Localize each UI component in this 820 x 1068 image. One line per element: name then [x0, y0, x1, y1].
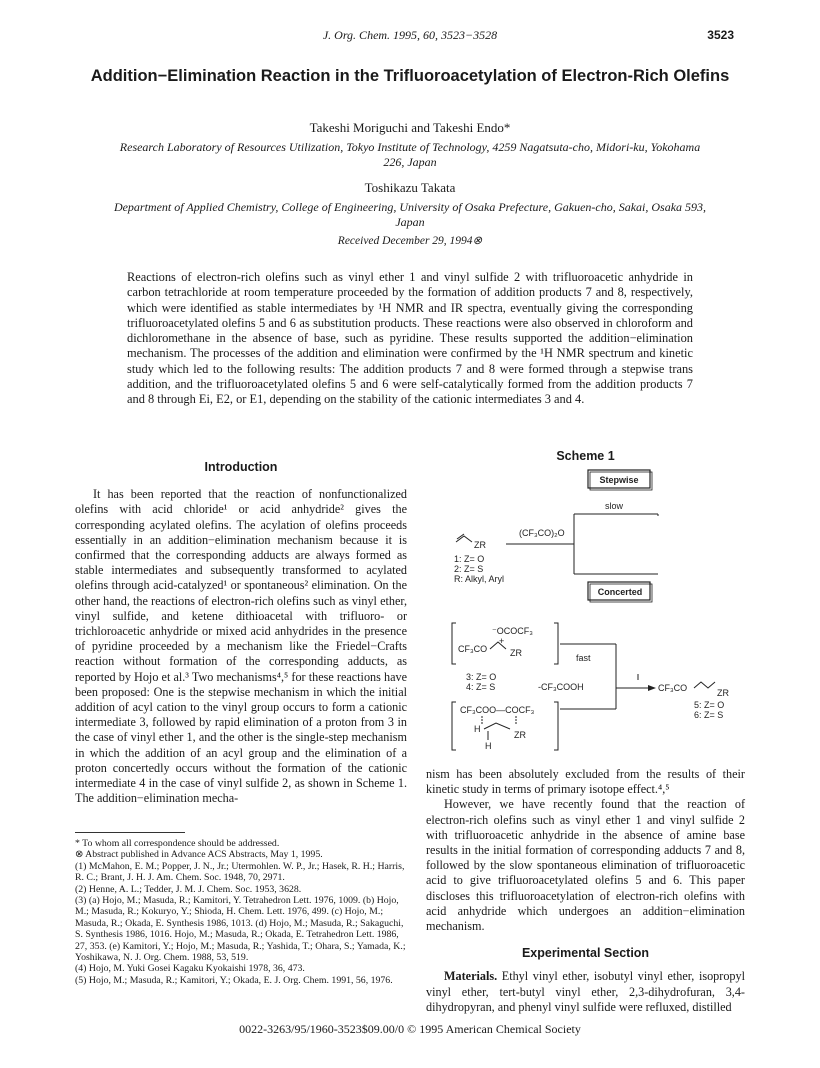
substrate-1: 1: Z= O [454, 554, 485, 564]
scheme-heading [426, 449, 745, 463]
scheme-1-diagram [426, 466, 745, 756]
authors-primary: Takeshi Moriguchi and Takeshi Endo* [309, 120, 511, 135]
product-cf3co: CF₃CO [658, 683, 688, 693]
introduction-paragraph: It has been reported that the reaction of nonfunctionalized olefins with acid chloride¹ or acid anhydride² gives the corresponding acylated olefins. The acylation of olefins proceeds essentially in an addition−elimination mechanism because it is confirmed that the corresponding adducts are always formed as stable intermediates and subsequently transformed to acylated olefins through acid-catalyzed¹ or spontaneous² elimination. On the other hand, the reactions of electron-rich olefins such as vinyl ether, vinyl sulfide, and ketene dithioacetal with trifluoro- or trichloroacetic anhydride or mixed acid anhydrides in the presence of pyridine proceeded by a mechanism like the Friedel−Crafts reaction without formation of the corresponding adducts, as reported by Hojo et al.³ Two mechanisms⁴,⁵ for these reactions have been proposed: One is the stepwise mechanism in which the initial addition of acyl cation to the vinyl group occurs to form a cationic intermediate 3, followed by rapid elimination of a proton from 3 in the case of vinyl ether 1, and the other is the single-step mechanism in which the addition of an acyl group and the elimination of a proton concertedly occurs without the formation of the cationic intermediate 4 in the case of vinyl sulfide 2, as shown in Scheme 1. The addition−elimination mecha- [75, 487, 407, 806]
stepwise-label: Stepwise [599, 475, 639, 485]
ts-h: H [474, 724, 481, 734]
intermediate-3: 3: Z= O [466, 672, 497, 682]
footnote-rule [75, 832, 185, 833]
elimination-label: -CF₃COOH [538, 682, 584, 692]
substrate-r: R: Alkyl, Aryl [454, 574, 505, 584]
page-footer: 0022-3263/95/1960-3523$09.00/0 © 1995 American Chemical Society [239, 1022, 581, 1036]
received-date: Received December 29, 1994⊗ [337, 235, 483, 247]
intermediate-ococf3: ⁻OCOCF₃ [492, 626, 533, 636]
product-6: 6: Z= S [694, 710, 724, 720]
footnote: (4) Hojo, M. Yuki Gosei Kagaku Kyokaishi 1978, 36, 473. [75, 963, 305, 975]
concerted-label: Concerted [597, 587, 643, 597]
ts-zr: ZR [514, 730, 526, 740]
intermediate-cf3co: CF₃CO [458, 644, 488, 654]
right-paragraph-2: However, we have recently found that the reaction of electron-rich olefins such as vinyl ether 1 and vinyl sulfide 2 with trifluoroacetic anhydride in the absence of amine base results in the initial formation of corresponding adducts 7 and 8, followed by the slow spontaneous elimination of trifluoroacetic acid to give trifluoroacetylated olefins 5 and 6. This paper discloses this trifluoroacetylation of electron-rich olefins with acid anhydride which undergoes an addition−elimination mechanism. [426, 797, 745, 934]
intermediate-4: 4: Z= S [466, 682, 496, 692]
product-5: 5: Z= O [694, 700, 725, 710]
scheme-title: Scheme 1 [556, 449, 615, 463]
footnote: (5) Hojo, M.; Masuda, R.; Kamitori, Y.; Okada, E. J. Org. Chem. 1991, 56, 1976. [75, 974, 393, 986]
ts-h-bottom: H [485, 741, 492, 751]
left-column [75, 460, 407, 806]
introduction-heading: Introduction [204, 460, 278, 474]
substrate-zr: ZR [474, 540, 486, 550]
authors-secondary: Toshikazu Takata [364, 180, 456, 195]
right-paragraph-1: nism has been absolutely excluded from the results of their kinetic study in terms of primary isotope effect.⁴,⁵ [426, 767, 745, 797]
page-number: 3523 [707, 28, 734, 42]
ts-top: CF₃COO—COCF₃ [460, 705, 535, 715]
running-head: J. Org. Chem. 1995, 60, 3523−3528 [322, 28, 498, 42]
substrate-2: 2: Z= S [454, 564, 484, 574]
right-column [426, 767, 745, 1015]
affiliation-secondary: Department of Applied Chemistry, College of Engineering, University of Osaka Prefecture, Gakuen-cho, Sakai, Osaka 593, Japan [113, 200, 707, 229]
svg-text:+: + [499, 636, 505, 646]
footnote: (3) (a) Hojo, M.; Masuda, R.; Kamitori, Y. Tetrahedron Lett. 1976, 1009. (b) Hojo, M.; Masuda, R.; Kokuryo, Y.; Shioda, H. Chem. Lett. 1976, 499. (c) Hojo, M.; Masuda, R.; Okada, E. Synthesis 1986, 1013. (d) Hojo, M.; Masuda, R.; Sakaguchi, S. Synthesis 1986, 1016. Hojo, M.; Masuda, R.; Okada, E. Tetrahedron Lett. 1986, 27, 353. (e) Kamitori, Y.; Hojo, M.; Masuda, R.; Yashida, T.; Ohara, S.; Yamada, K.; Yoshikawa, N. J. Org. Chem. 1988, 53, 519. [75, 895, 406, 964]
article-title: Addition−Elimination Reaction in the Trifluoroacetylation of Electron-Rich Olefins [90, 67, 730, 85]
footnote: * To whom all correspondence should be addressed. [75, 838, 280, 849]
product-zr: ZR [717, 688, 729, 698]
footnotes [75, 838, 407, 986]
footnote: (1) McMahon, E. M.; Popper, J. N., Jr.; Utermohlen. W. P., Jr.; Hasek, R. H.; Harris, R. C.; Brant, J. H. J. Am. Chem. Soc. 1948, 70, 2971. [75, 860, 405, 884]
fast-label: fast [576, 653, 591, 663]
materials-label: Materials. [444, 969, 498, 984]
slow-label: slow [604, 501, 624, 511]
reagent-label: (CF₃CO)₂O [519, 528, 565, 538]
footnote: (2) Henne, A. L.; Tedder, J. M. J. Chem. Soc. 1953, 3628. [75, 883, 302, 895]
affiliation-primary: Research Laboratory of Resources Utilization, Tokyo Institute of Technology, 4259 Nagatsuta-cho, Midori-ku, Yokohama 226, Japan [119, 140, 701, 169]
intermediate-zr: ZR [510, 648, 522, 658]
abstract: Reactions of electron-rich olefins such as vinyl ether 1 and vinyl sulfide 2 with trifluoroacetic anhydride in carbon tetrachloride at room temperature proceeded by the formation of addition products 7 and 8, respectively, which were identified as stable intermediates by ¹H NMR and IR spectra, eventually giving the corresponding trifluoroacetylated olefins 5 and 6 as substitution products. These reactions were also observed in chloroform and dichloromethane in the absence of base, such as pyridine. These results supported the addition−elimination mechanism. The processes of the addition and elimination were confirmed by the ¹H NMR spectrum and kinetic study which led to the following results: The addition products 7 and 8 were formed through a stepwise trans addition, and the trifluoroacetylated olefins 5 and 6 were self-catalytically formed from the addition products 7 and 8 through Ei, E2, or E1, depending on the stability of the cationic intermediates 3 and 4. [127, 270, 693, 407]
experimental-heading: Experimental Section [521, 946, 650, 961]
footnote: ⊗ Abstract published in Advance ACS Abstracts, May 1, 1995. [75, 849, 323, 861]
vinyl-bond [456, 536, 472, 542]
materials-text: Ethyl vinyl ether, isobutyl vinyl ether, isopropyl vinyl ether, tert-butyl vinyl ether, 2,3-dihydrofuran, 3,4-dihydropyran, and phenyl vinyl sulfide were refluxed, distilled [426, 969, 745, 1014]
